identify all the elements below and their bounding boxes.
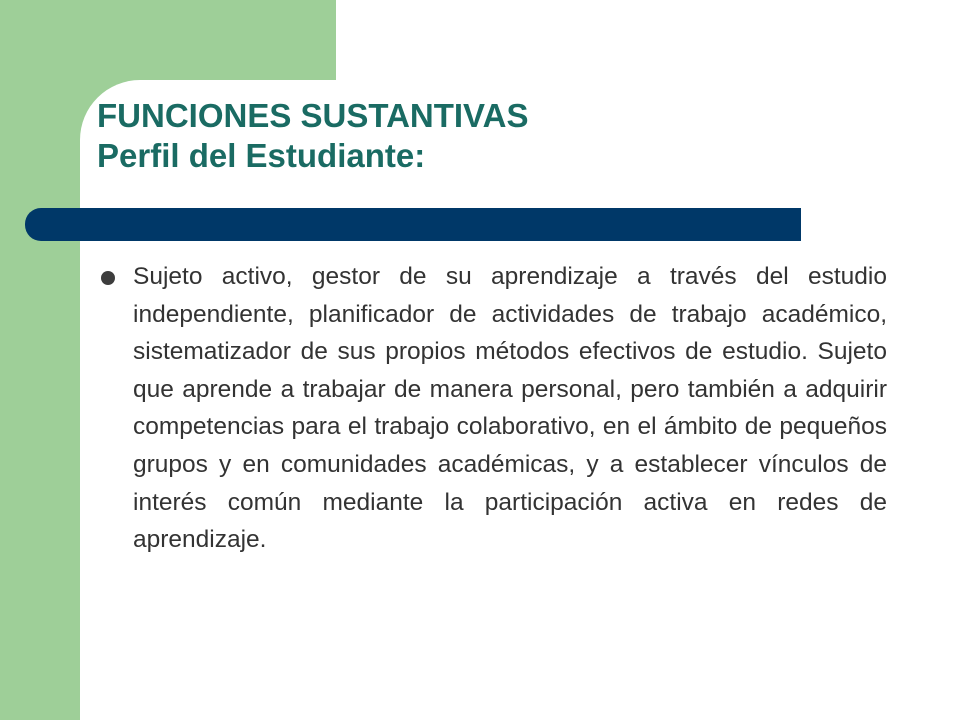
- green-accent-left: [0, 0, 80, 720]
- bullet-icon: [101, 271, 115, 285]
- slide-subtitle: Perfil del Estudiante:: [97, 137, 426, 174]
- title-divider-bar: [25, 208, 801, 241]
- title-block: [97, 96, 897, 176]
- slide-title: FUNCIONES SUSTANTIVAS: [97, 97, 529, 134]
- bullet-text: Sujeto activo, gestor de su aprendizaje a través del estudio independiente, planificador de actividades de trabajo académico, sistematizador de sus propios métodos efectivos de estudio. Sujeto que aprende a trabajar de manera personal, pero también a adquirir competencias para el trabajo colaborativo, en el ámbito de pequeños grupos y en comunidades académicas, y a establecer vínculos de interés común mediante la participación activa en redes de aprendizaje.: [133, 263, 887, 554]
